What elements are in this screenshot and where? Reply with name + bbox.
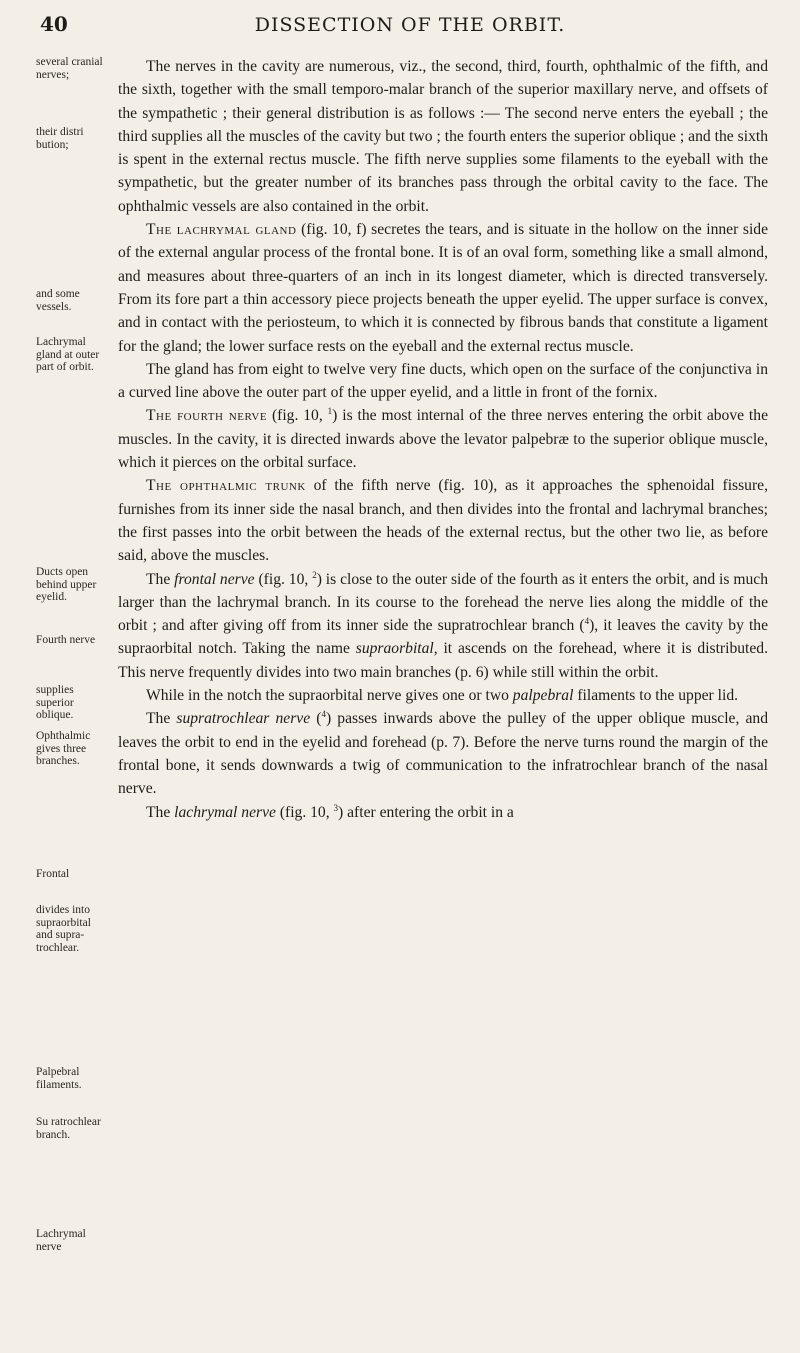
margin-note: Su ratrochlear branch. — [36, 1116, 101, 1141]
paragraph-supratrochlear: The supratrochlear nerve ($^4$) passes inwards above the pulley of the upper oblique muscle, and leaves the orbit to end in the eyelid and forehead (p. 7). Before the nerve turns round the margin of the frontal bone, it sends downwards a twig of communication to the infratrochlear branch of the nasal nerve. — [118, 709, 769, 798]
term-supratrochlear-nerve: supratrochlear nerve — [176, 710, 311, 728]
paragraph-frontal-nerve: The frontal nerve (fig. 10, $^2$) is close to the outer side of the fourth as it enters the orbit, and is much larger than the lachrymal branch. In its course to the forehead the nerve lies along the middle of the orbit ; and after giving off from its inner side the supratrochlear branch ($^4$), it leaves the cavity by the supraorbital notch. Taking the name supraorbital, it ascends on the forehead, where it is distributed. This nerve frequently divides into two main branches (p. 6) while still within the orbit. — [118, 569, 769, 681]
margin-note: Lachrymal nerve — [36, 1228, 86, 1253]
margin-note: divides into supraorbital and supratrochlear. — [36, 904, 91, 954]
term-palpebral: palpebral — [512, 687, 574, 705]
paragraph-gland-ducts: The gland has from eight to twelve very fine ducts, which open on the surface of the conjunctiva in a curved line above the outer part of the upper eyelid, and a little in front of the fornix. — [118, 360, 768, 402]
page-number: 40 — [40, 12, 68, 36]
margin-note: Ophthalmic gives three branches. — [36, 730, 91, 767]
running-head: DISSECTION OF THE ORBIT. — [254, 14, 566, 36]
term-supraorbital: supraorbital, — [355, 640, 438, 658]
term-frontal-nerve: frontal nerve — [174, 570, 255, 588]
paragraph-palpebral: While in the notch the supraorbital nerve gives one or two palpebral filaments to the upper lid. — [146, 687, 739, 705]
margin-note: Ducts open behind upper eyelid. — [36, 566, 97, 603]
term-lachrymal-gland: The lachrymal gland — [146, 221, 297, 239]
paragraph-lachrymal-nerve: The lachrymal nerve (fig. 10, $^3$) after entering the orbit in a — [146, 802, 514, 821]
term-fourth-nerve: The fourth nerve — [146, 407, 268, 425]
term-lachrymal-nerve: lachrymal nerve — [174, 803, 276, 821]
margin-note: supplies superior oblique. — [36, 684, 74, 721]
paragraph-lachrymal-gland: The lachrymal gland (fig. 10, f) secretes the tears, and is situate in the hollow on the inner side of the external angular process of the frontal bone. It is of an oval form, something like a small almond, and measures about three-quarters of an inch in its longest diameter, which is directed transversely. From its fore part a thin accessory piece projects beneath the upper eyelid. The upper surface is convex, and in contact with the periosteum, to which it is connected by fibrous bands that constitute a ligament for the gland; the lower surface rests on the eyeball and the external rectus muscle. — [118, 221, 769, 355]
term-ophthalmic-trunk: The ophthalmic trunk — [146, 477, 306, 495]
margin-note: Palpebral filaments. — [36, 1066, 82, 1091]
paragraph-nerves-of-orbit: The nerves in the cavity are numerous, viz., the second, third, fourth, ophthalmic of the fifth, and the sixth, together with the small temporo-malar branch of the superior maxillary nerve, and offsets of the sympathetic ; their general distribution is as follows :— The second nerve enters the eyeball ; the third supplies all the muscles of the cavity but two ; the fourth enters the superior oblique ; and the sixth is spent in the external rectus muscle. The fifth nerve supplies some filaments to the eyeball with the sympathetic, but the greater number of its branches pass through the orbital cavity to the face. The ophthalmic vessels are also contained in the orbit. — [118, 58, 768, 215]
margin-note: their distri bution; — [36, 126, 84, 151]
margin-note: Frontal — [36, 868, 70, 880]
margin-note: several cranial nerves; — [36, 56, 103, 81]
page-header — [40, 12, 780, 42]
paragraph-fourth-nerve: The fourth nerve (fig. 10, $^1$) is the most internal of the three nerves entering the orbit above the muscles. In the cavity, it is directed inwards above the levator palpebræ to the superior oblique muscle, which it pierces on the orbital surface. — [118, 406, 768, 472]
paragraph-ophthalmic-trunk: The ophthalmic trunk of the fifth nerve (fig. 10), as it approaches the sphenoidal fissure, furnishes from its inner side the nasal branch, and then divides into the frontal and lachrymal branches; the first passes into the orbit between the heads of the external rectus, but the other two lie, as before said, above the muscles. — [118, 477, 768, 565]
margin-note: Lachrymal gland at outer part of orbit. — [36, 336, 100, 373]
margin-note: and some vessels. — [36, 288, 80, 313]
body-text — [118, 55, 768, 824]
margin-note: Fourth nerve — [36, 634, 96, 646]
